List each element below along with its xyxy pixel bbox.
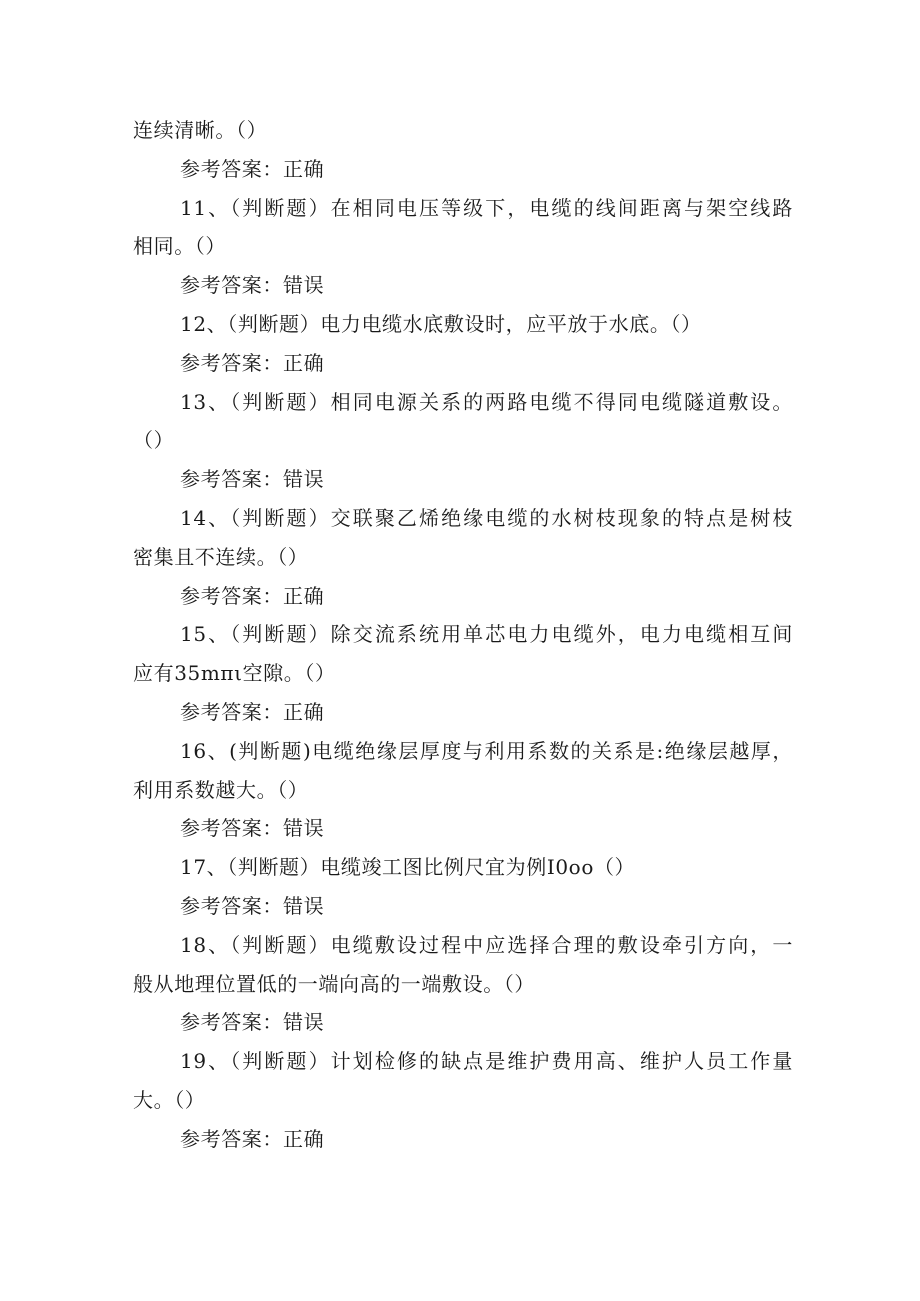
answer-line: 参考答案：正确: [180, 1126, 325, 1151]
question-line: （）: [133, 428, 175, 453]
question-line: 15、（判断题）除交流系统用单芯电力电缆外，电力电缆相互间: [180, 622, 793, 647]
question-line: 14、（判断题）交联聚乙烯绝缘电缆的水树枝现象的特点是树枝: [180, 505, 793, 530]
question-line: 相同。（）: [133, 234, 226, 259]
question-list: [133, 111, 793, 1159]
question-line: 11、（判断题）在相同电压等级下，电缆的线间距离与架空线路: [180, 195, 793, 220]
answer-line: 参考答案：正确: [180, 583, 325, 608]
question-line: 17、（判断题）电缆竣工图比例尺宜为例I0oo（）: [180, 855, 636, 880]
question-line: 连续清晰。（）: [133, 118, 268, 142]
answer-line: 参考答案：错误: [180, 273, 325, 298]
answer-line: 参考答案：正确: [180, 699, 325, 724]
question-line: 12、（判断题）电力电缆水底敷设时，应平放于水底。（）: [180, 311, 702, 336]
question-line: 19、（判断题）计划检修的缺点是维护费用高、维护人员工作量: [180, 1049, 793, 1074]
answer-line: 参考答案：错误: [180, 816, 325, 841]
question-line: 大。（）: [133, 1087, 206, 1112]
answer-line: 参考答案：正确: [180, 350, 325, 375]
question-line: 应有35mπι空隙。（）: [133, 661, 336, 686]
answer-line: 参考答案：正确: [180, 156, 325, 181]
question-line: 利用系数越大。（）: [133, 777, 309, 802]
question-line: 13、（判断题）相同电源关系的两路电缆不得同电缆隧道敷设。: [180, 389, 793, 414]
question-line: 般从地理位置低的一端向高的一端敷设。（）: [133, 971, 535, 996]
answer-line: 参考答案：错误: [180, 467, 325, 492]
question-line: 18、（判断题）电缆敷设过程中应选择合理的敷设牵引方向，一: [180, 932, 793, 957]
question-line: 密集且不连续。（）: [133, 544, 309, 569]
question-line: 16、(判断题)电缆绝缘层厚度与利用系数的关系是:绝缘层越厚，: [180, 738, 793, 763]
answer-line: 参考答案：错误: [180, 1010, 325, 1035]
answer-line: 参考答案：错误: [180, 893, 325, 918]
